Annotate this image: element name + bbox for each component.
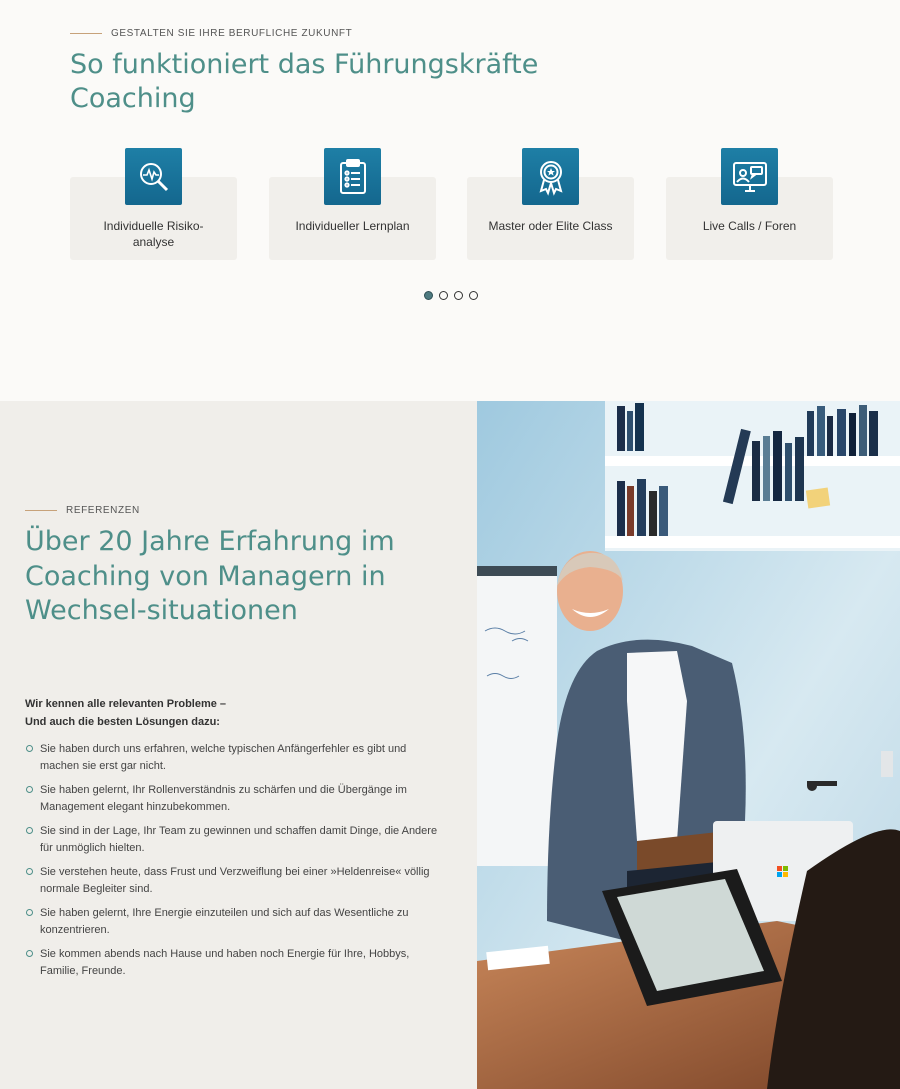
- feature-card-label: Live Calls / Foren: [702, 219, 797, 233]
- benefits-list: [25, 741, 445, 987]
- eyebrow-text: GESTALTEN SIE IHRE BERUFLICHE ZUKUNFT: [111, 28, 353, 39]
- eyebrow-line: [70, 33, 102, 34]
- bullet-circle-icon: [26, 786, 33, 793]
- feature-card-label: Individueller Lernplan: [295, 219, 410, 233]
- list-item-text: Sie haben gelernt, Ihre Energie einzuteilen und sich auf das Wesentliche zu konzentrieren.: [40, 907, 409, 936]
- list-item-text: Sie haben gelernt, Ihr Rollenverständnis zu schärfen und die Übergänge im Management elegant hinzubekommen.: [40, 784, 407, 813]
- list-item-text: Sie verstehen heute, dass Frust und Verzweiflung bei einer »Heldenreise« völlig normale Begleiter sind.: [40, 866, 430, 895]
- feature-card-label: Master oder Elite Class: [488, 219, 613, 233]
- carousel-dot-3[interactable]: [454, 291, 463, 300]
- section-eyebrow: [25, 505, 140, 516]
- risk-analysis-icon: [125, 148, 182, 205]
- references-text-panel: [0, 401, 477, 1089]
- video-chat-icon: [721, 148, 778, 205]
- feature-card-risk-analysis[interactable]: [70, 177, 237, 260]
- list-item-text: Sie haben durch uns erfahren, welche typischen Anfängerfehler es gibt und machen sie erst gar nicht.: [40, 743, 407, 772]
- list-item: [25, 864, 445, 898]
- list-item-text: Sie kommen abends nach Hause und haben noch Energie für Ihre, Hobbys, Familie, Freunde.: [40, 948, 410, 977]
- lead-text: [25, 695, 445, 731]
- references-section: [0, 401, 900, 1089]
- bullet-circle-icon: [26, 827, 33, 834]
- list-item: [25, 946, 445, 980]
- coach-photo: [477, 401, 900, 1089]
- list-item-text: Sie sind in der Lage, Ihr Team zu gewinnen und schaffen damit Dinge, die Andere für unmöglich hielten.: [40, 825, 438, 854]
- carousel-dot-1[interactable]: [424, 291, 433, 300]
- award-badge-icon: [522, 148, 579, 205]
- list-item: [25, 905, 445, 939]
- section-title: Über 20 Jahre Erfahrung im Coaching von Managern in Wechsel-situationen: [25, 526, 395, 626]
- bullet-circle-icon: [26, 868, 33, 875]
- list-item: [25, 782, 445, 816]
- carousel-dot-4[interactable]: [469, 291, 478, 300]
- bullet-circle-icon: [26, 909, 33, 916]
- bullet-circle-icon: [26, 950, 33, 957]
- clipboard-checklist-icon: [324, 148, 381, 205]
- feature-card-label: Individuelle Risiko-analyse: [103, 219, 204, 249]
- carousel-dot-2[interactable]: [439, 291, 448, 300]
- section-title: So funktioniert das Führungskräfte Coaching: [70, 49, 539, 114]
- list-item: [25, 741, 445, 775]
- feature-card-live-calls[interactable]: [666, 177, 833, 260]
- list-item: [25, 823, 445, 857]
- lead-line-2: Und auch die besten Lösungen dazu:: [25, 716, 220, 728]
- bullet-circle-icon: [26, 745, 33, 752]
- feature-carousel[interactable]: [70, 148, 833, 260]
- carousel-pagination: [424, 291, 478, 300]
- eyebrow-text: REFERENZEN: [66, 505, 140, 516]
- lead-line-1: Wir kennen alle relevanten Probleme –: [25, 698, 227, 710]
- eyebrow-line: [25, 510, 57, 511]
- coaching-section: [0, 0, 900, 401]
- feature-card-learning-plan[interactable]: [269, 177, 436, 260]
- feature-card-master-class[interactable]: [467, 177, 634, 260]
- section-eyebrow: [70, 28, 352, 39]
